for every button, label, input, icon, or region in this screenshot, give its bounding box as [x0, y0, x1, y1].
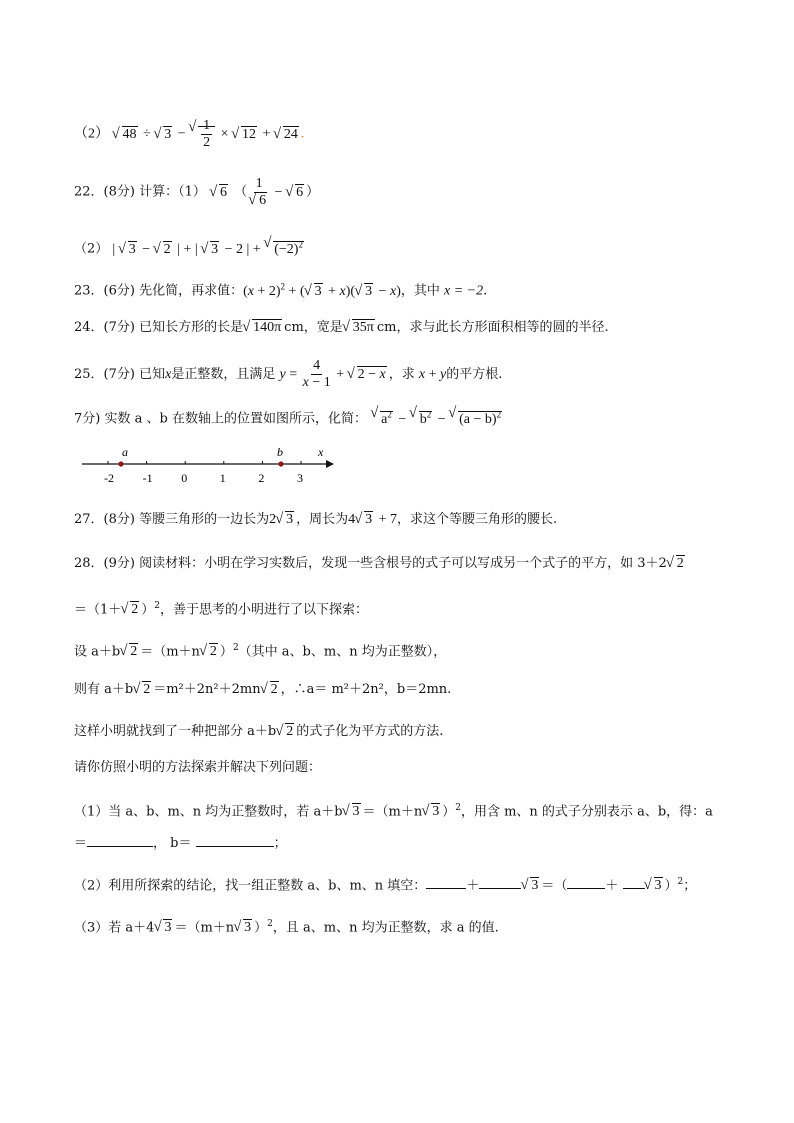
- q28-l5: 这样小明就找到了一种把部分 a＋b√ 2 的式子化为平方式的方法.: [74, 722, 443, 742]
- q21-label: （2）: [74, 126, 109, 142]
- q28-p1d: ，用含 m、n 的式子分别表示 a、b，得：a: [460, 804, 713, 820]
- q28-p2f: ；: [683, 878, 697, 894]
- q22-line1: 22．(8分) 计算：（1） √ 6 （ 1 √ 6 − √ 6 ）: [74, 176, 319, 209]
- tick-label: 2: [258, 471, 265, 485]
- q28-p3c: ）: [254, 920, 268, 936]
- point-b: [278, 461, 283, 466]
- q23-cond: x = −2: [444, 283, 484, 299]
- q22-open: （: [234, 184, 248, 200]
- q28-p1g: ；: [273, 836, 287, 851]
- q25: 25．(7分) 已知x是正整数，且满足 y = $\frac{4}{x - 1}$ + √ 2 − x ，求 x + y的平方根.: [74, 358, 502, 392]
- q28-text6: 请你仿照小明的方法探索并解决下列问题：: [74, 760, 322, 775]
- answer-blank-a[interactable]: [87, 832, 153, 847]
- axis-label: x: [318, 445, 324, 459]
- q25-mid: 是正整数，且满足: [171, 367, 276, 382]
- q28-part1-line2: [74, 832, 287, 854]
- q28-l2: ＝（1＋√ 2 ）$^2$，善于思考的小明进行了以下探索：: [74, 596, 368, 620]
- q27-tail: ，求这个等腰三角形的腰长.: [397, 512, 558, 527]
- sqrt-12: √ 12: [232, 125, 257, 145]
- tick-label: -2: [104, 471, 114, 485]
- q24: [74, 318, 609, 338]
- sqrt-neg2-sq: √ $(-2)^2$: [264, 234, 304, 260]
- tick-label: -1: [142, 471, 153, 485]
- q27: 27．(8分) 等腰三角形的一边长为2√ 3 ，周长为4√ 3 + 7，求这个等腰三角形的腰长.: [74, 510, 557, 530]
- q28-p2e: ）: [664, 878, 678, 894]
- point-a: [118, 461, 123, 466]
- tick-label: 0: [181, 471, 188, 485]
- q28-p2d: ＋: [605, 878, 619, 894]
- q25-tail: ，求: [388, 367, 415, 382]
- q22-line2: （2） | √ 3 − √ 2 | + | √ 3 − 2 | + √ $(-2)^2$: [74, 234, 306, 260]
- q21-end: .: [300, 126, 305, 142]
- q28-text4c: ，∴a＝ m²＋2n²，b＝2mn.: [280, 682, 452, 697]
- q22-fraction: 1 √ 6: [249, 176, 269, 209]
- q28-p2b: ＋: [466, 878, 480, 894]
- q28-text5b: 的式子化为平方式的方法.: [296, 724, 444, 739]
- q25-head: 25．(7分) 已知: [74, 367, 166, 382]
- answer-blank-2n[interactable]: [623, 874, 645, 889]
- sqrt-6: √ 6: [210, 183, 228, 203]
- tick-label: 3: [297, 471, 303, 485]
- tick-label: 1: [219, 471, 226, 485]
- q24-tail: cm，求与此长方形面积相等的圆的半径.: [376, 320, 609, 335]
- q28-text3d: （其中 a、b、m、n 均为正整数），: [238, 644, 447, 660]
- q28-p3d: ，且 a、m、n 均为正整数，求 a 的值.: [272, 920, 499, 936]
- q28-text4a: 则有 a＋b: [74, 682, 134, 697]
- q22-p2: （2）: [74, 241, 109, 257]
- q25-end: 的平方根.: [446, 367, 503, 382]
- answer-blank-2b[interactable]: [479, 874, 521, 889]
- q28-text3c: ）: [219, 644, 233, 660]
- q28-p3a: （3）若 a＋4: [74, 920, 155, 936]
- q27-head: 27．(8分) 等腰三角形的一边长为: [74, 512, 270, 527]
- q28-text2b: ）: [141, 602, 155, 618]
- q26-head: 7分) 实数 a 、b 在数轴上的位置如图所示，化简：: [74, 411, 367, 427]
- q28-text2a: ＝（1＋: [74, 602, 122, 618]
- q28-p1c: ）: [442, 804, 456, 820]
- q24-rad2: 35π: [352, 320, 374, 335]
- q24-head: 24．(7分) 已知长方形的长是: [74, 320, 244, 335]
- q22-head: 22．(8分) 计算：（1）: [74, 184, 206, 200]
- q28-text2c: ，善于思考的小明进行了以下探索：: [160, 602, 369, 618]
- q27-mid: ，周长为: [296, 512, 349, 527]
- q28-p1f: ， b＝: [153, 836, 192, 851]
- q21-part2: （2） √ 48 ÷ √ 3 − √ $\frac{1}{2}$ × √ 12 + √ 24 .: [74, 118, 304, 151]
- sqrt-3: √ 3: [154, 125, 172, 145]
- q28-l1: 28．(9分) 阅读材料：小明在学习实数后，发现一些含根号的式子可以写成另一个式子的平方，如 3＋2√ 2: [74, 554, 687, 574]
- point-a-label: a: [122, 445, 128, 459]
- q23: 23．(6分) 先化简，再求值：$(x + 2)^2$ + (√ 3 + x)(√ 3 − x)，其中 x = −2.: [74, 276, 487, 302]
- q28-p1b: ＝（m＋n: [362, 804, 423, 820]
- q28-text4b: ＝m²＋2n²＋2mn: [153, 682, 261, 697]
- number-line: [78, 440, 348, 490]
- axis-arrow: [326, 460, 334, 468]
- q28-p1e: ＝: [74, 836, 88, 851]
- q28-l3: 设 a＋b√ 2 ＝（m＋n√ 2 ）$^2$（其中 a、b、m、n 均为正整数），: [74, 638, 446, 662]
- point-b-label: b: [277, 445, 283, 459]
- answer-blank-2m[interactable]: [567, 874, 605, 889]
- sqrt-24: √ 24: [274, 125, 299, 145]
- q23-head: 23．(6分) 先化简，再求值：: [74, 283, 244, 299]
- q28-part2: （2）利用所探索的结论，找一组正整数 a、b、m、n 填空： ＋√ 3 ＝（ ＋ √ 3 ）$^2$；: [74, 872, 696, 896]
- q23-end: .: [483, 283, 488, 299]
- q28-text1: 28．(9分) 阅读材料：小明在学习实数后，发现一些含根号的式子可以写成另一个式子的平方，如 3＋2: [74, 556, 667, 571]
- q28-p1a: （1）当 a、b、m、n 均为正整数时，若 a＋b: [74, 804, 343, 820]
- q28-text3b: ＝（m＋n: [140, 644, 200, 660]
- answer-blank-2a[interactable]: [426, 874, 466, 889]
- sqrt-half: √ $\frac{1}{2}$: [189, 118, 215, 151]
- q28-p2a: （2）利用所探索的结论，找一组正整数 a、b、m、n 填空：: [74, 878, 427, 894]
- q28-l4: 则有 a＋b√ 2 ＝m²＋2n²＋2mn√ 2 ，∴a＝ m²＋2n²，b＝2mn.: [74, 680, 451, 700]
- q28-p2c: ＝（: [541, 878, 568, 894]
- q28-part3: （3）若 a＋4√ 3 ＝（m＋n√ 3 ）$^2$，且 a、m、n 均为正整数，求 a 的值.: [74, 914, 499, 938]
- q26: 7分) 实数 a 、b 在数轴上的位置如图所示，化简： √ $a^2$ − √ $b^2$ − √ $(a - b)^2$: [74, 404, 504, 430]
- q24-unit: cm，宽是: [284, 320, 343, 335]
- q23-tail: ，其中: [400, 283, 440, 299]
- q28-p3b: ＝（m＋n: [174, 920, 235, 936]
- sqrt-48: √ 48: [113, 125, 138, 145]
- q28-text5a: 这样小明就找到了一种把部分 a＋b: [74, 724, 277, 739]
- q28-l6: [74, 758, 321, 778]
- q22-close: ）: [306, 184, 320, 200]
- q28-text3a: 设 a＋b: [74, 644, 121, 660]
- q28-part1-line1: （1）当 a、b、m、n 均为正整数时，若 a＋b√ 3 ＝（m＋n√ 3 ）$^2$，用含 m、n 的式子分别表示 a、b，得：a: [74, 798, 713, 822]
- answer-blank-b[interactable]: [196, 832, 274, 847]
- q24-rad1: 140π: [253, 320, 282, 335]
